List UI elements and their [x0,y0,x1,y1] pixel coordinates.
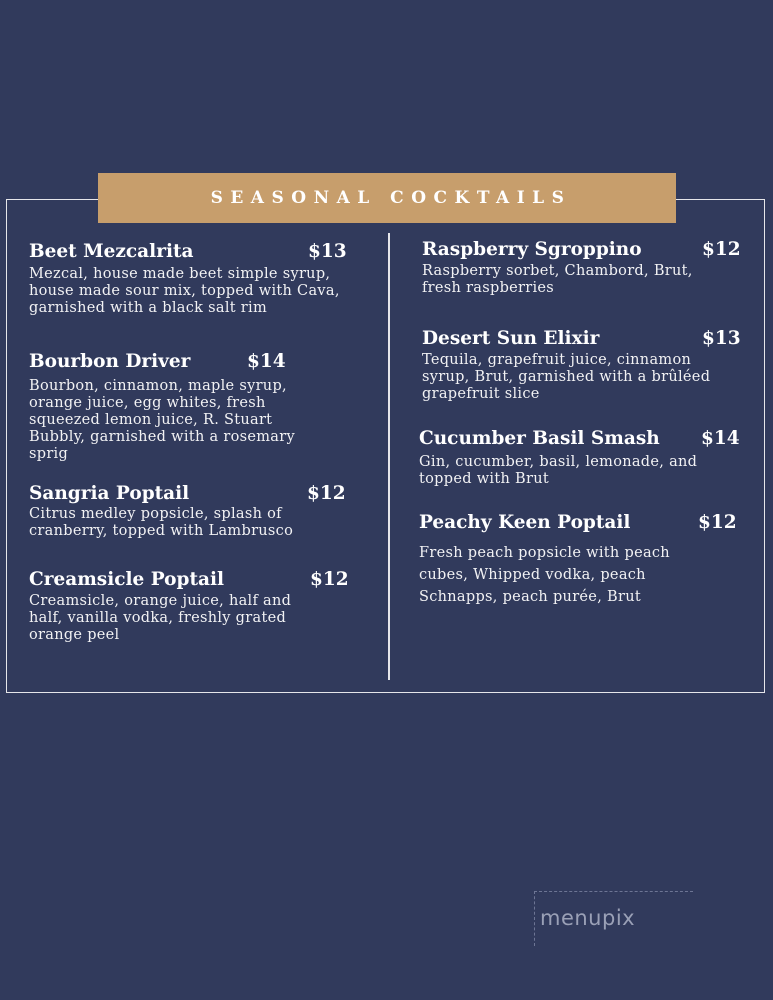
item-price: $14 [701,428,740,449]
item-price: $12 [310,569,349,590]
item-price: $12 [307,483,346,504]
item-name: Beet Mezcalrita [29,241,194,262]
item-price: $14 [247,351,286,372]
menupix-watermark [534,891,693,946]
item-name: Bourbon Driver [29,351,191,372]
item-name: Peachy Keen Poptail [419,512,631,533]
watermark-text: menupix [540,906,636,930]
item-description: Raspberry sorbet, Chambord, Brut, fresh raspberries [422,263,693,296]
item-description: Tequila, grapefruit juice, cinnamon syrup, Brut, garnished with a brûléed grapefruit slice [422,352,711,402]
item-price: $13 [702,328,741,349]
item-name: Creamsicle Poptail [29,569,225,590]
item-description: Fresh peach popsicle with peach cubes, Whipped vodka, peach Schnapps, peach purée, Brut [419,545,670,605]
item-price: $12 [702,239,741,260]
item-price: $12 [698,512,737,533]
item-name: Desert Sun Elixir [422,328,600,349]
item-description: Mezcal, house made beet simple syrup, house made sour mix, topped with Cava, garnished with a black salt rim [29,266,340,316]
menu-title: SEASONAL COCKTAILS [210,188,572,208]
item-name: Cucumber Basil Smash [419,428,660,449]
item-name: Raspberry Sgroppino [422,239,642,260]
item-description: Bourbon, cinnamon, maple syrup, orange juice, egg whites, fresh squeezed lemon juice, R. Stuart Bubbly, garnished with a rosemary sprig [29,378,295,462]
column-divider [388,233,390,680]
item-description: Gin, cucumber, basil, lemonade, and topped with Brut [419,454,698,487]
item-name: Sangria Poptail [29,483,190,504]
item-description: Citrus medley popsicle, splash of cranberry, topped with Lambrusco [29,506,294,539]
title-banner [98,173,676,223]
item-price: $13 [308,241,347,262]
item-description: Creamsicle, orange juice, half and half, vanilla vodka, freshly grated orange peel [29,593,292,643]
